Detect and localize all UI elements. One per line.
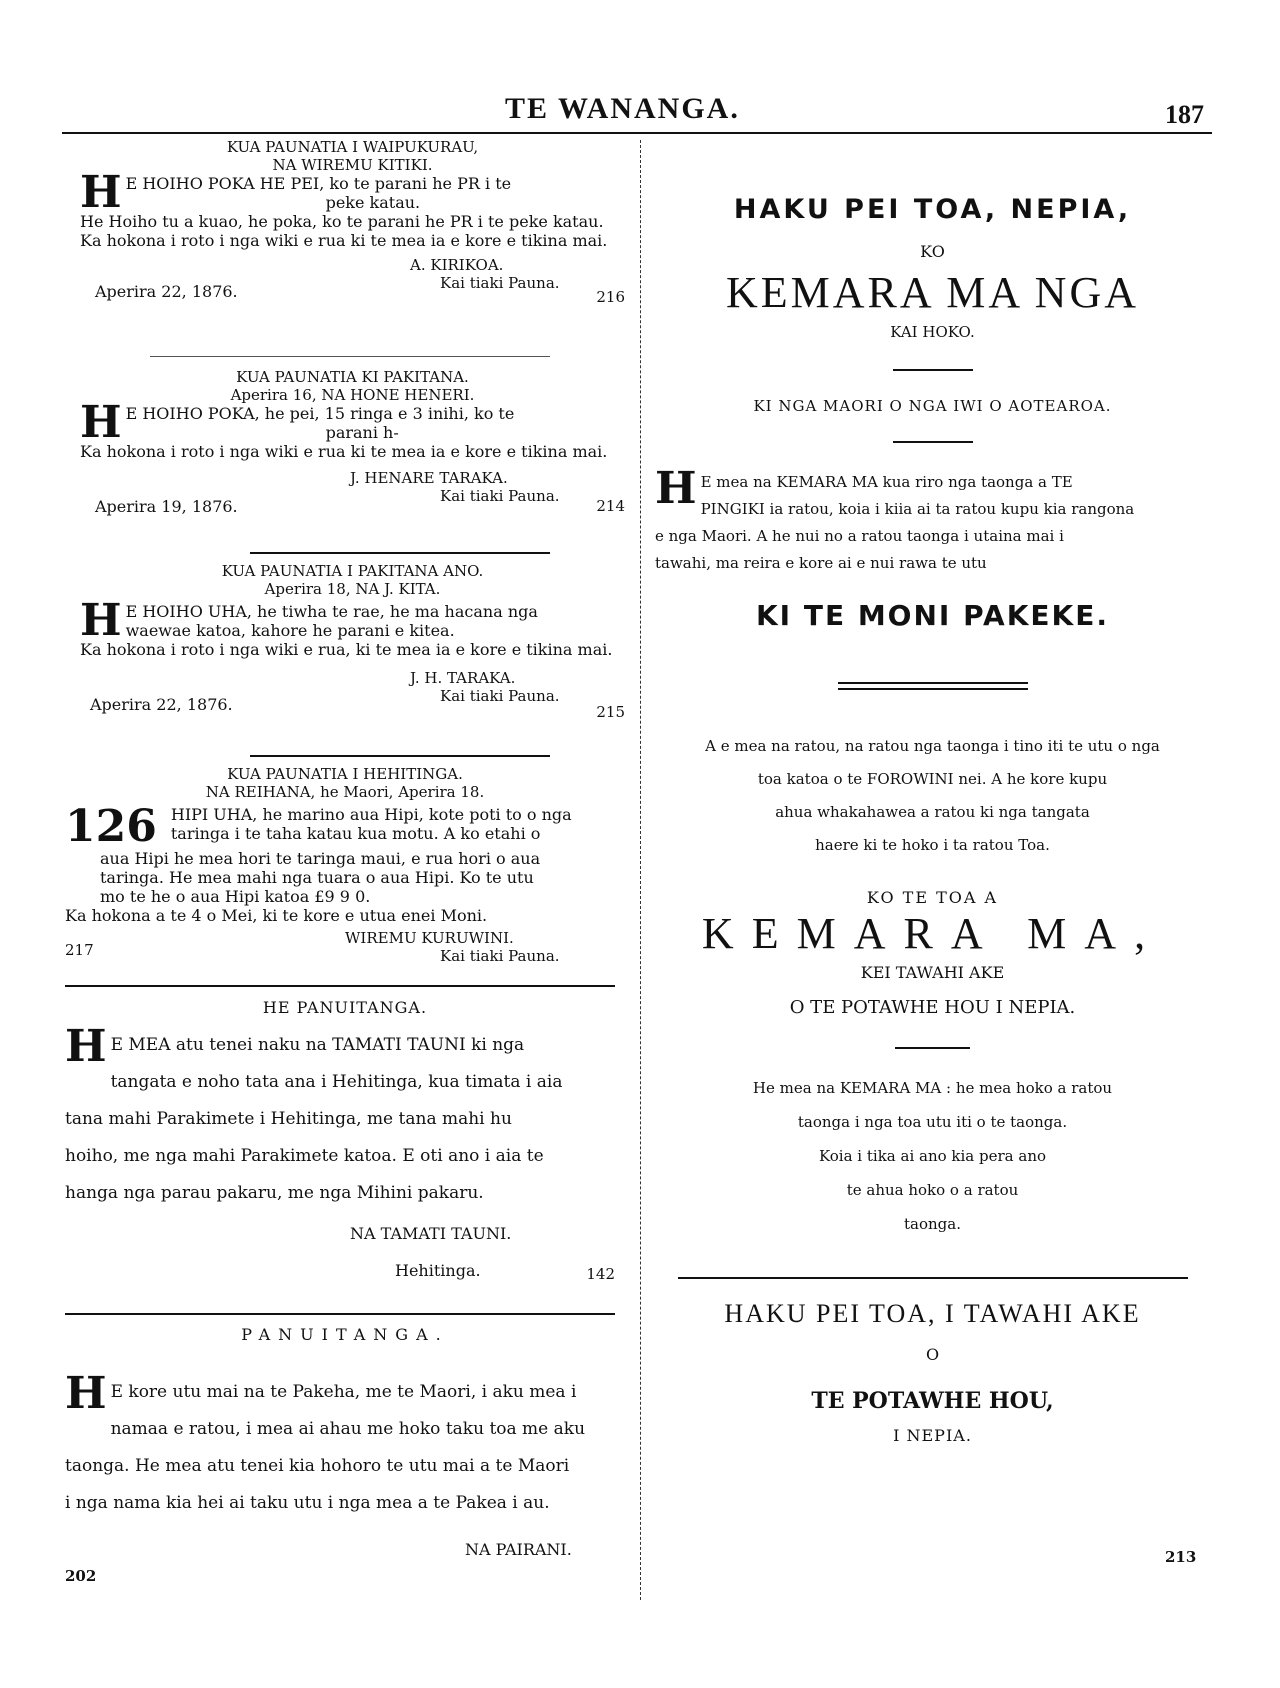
ad-line: Ka hokona i roto i nga wiki e rua ki te mea ia e kore e tikina mai. [80,231,608,250]
ad-byline: Aperira 16, NA HONE HENERI. [230,386,475,404]
ad-date: Aperira 22, 1876. [95,282,238,301]
ad-line: hanga nga parau pakaru, me nga Mihini pakaru. [65,1183,484,1203]
rule [893,369,973,371]
ad-line: waewae katoa, kahore he parani e kitea. [125,621,455,640]
drop-cap: H [65,1368,107,1419]
ad-waipukurau [80,138,625,312]
para-line: He mea na KEMARA MA : he mea hoko a ratou [752,1079,1113,1097]
ad-number: 202 [65,1567,97,1585]
ad-role: Kai tiaki Pauna. [440,487,560,505]
divider [250,552,550,554]
kemara-ma-nga: KEMARA MA NGA [725,268,1140,317]
para-line: toa katoa o te FOROWINI nei. A he kore kupu [757,770,1108,788]
ad-pakitana [80,368,625,525]
ad-pakitana-ano [80,562,625,725]
ad-line: E HOIHO UHA, he tiwha te rae, he ma hacana nga [125,602,538,621]
ad-signature: J. H. TARAKA. [410,669,516,687]
para-line: taonga. [904,1215,961,1233]
drop-cap: H [80,167,122,218]
ad-line: taonga. He mea atu tenei kia hohoro te utu mai a te Maori [65,1456,570,1476]
potawhe-line: O TE POTAWHE HOU I NEPIA. [789,997,1076,1018]
divider [65,1313,615,1315]
rule [893,441,973,443]
para-line: Koia i tika ai ano kia pera ano [818,1147,1047,1165]
ad-line: taringa. He mea mahi nga tuara o aua Hipi. Ko te utu [100,868,534,887]
ad-number: 214 [596,497,625,515]
ad-line: Ka hokona a te 4 o Mei, ki te kore e utua enei Moni. [65,906,488,925]
para-line: E mea na KEMARA MA kua riro nga taonga a TE [700,473,1073,491]
kai-hoko: KAI HOKO. [890,323,975,341]
ad-signature: NA PAIRANI. [465,1540,572,1559]
para-line: PINGIKI ia ratou, koia i kiia ai ta ratou kupu kia rangona [700,500,1135,518]
ad-signature: A. KIRIKOA. [410,256,504,274]
para-line: haere ki te hoko i ta ratou Toa. [815,836,1050,854]
ad-signature: NA TAMATI TAUNI. [350,1224,512,1243]
ad-line: aua Hipi he mea hori te taringa maui, e rua hori o aua [100,849,541,868]
kemara-ma: KEMARA MA, [701,909,1164,958]
ad-line: i nga nama kia hei ai taku utu i nga mea a te Pakea i au. [65,1493,550,1513]
ad-title: KUA PAUNATIA I HEHITINGA. [227,765,463,783]
ad-line: tana mahi Parakimete i Hehitinga, me tana mahi hu [65,1109,512,1129]
drop-cap: H [65,1021,107,1072]
headline: HAKU PEI TOA, NEPIA, [733,194,1132,225]
para-line: ahua whakahawea a ratou ki nga tangata [775,803,1090,821]
ad-panuitanga-pairani [65,1325,625,1585]
para-line: e nga Maori. A he nui no a ratou taonga i utaina mai i [655,527,1064,545]
ad-line: Ka hokona i roto i nga wiki e rua ki te mea ia e kore e tikina mai. [80,442,608,461]
right-advert [655,190,1210,1445]
divider [150,356,550,357]
ko-te-toa: KO TE TOA A [866,888,999,907]
drop-cap: H [655,463,697,514]
ad-hehitinga-hipi [65,765,625,967]
ad-line: E HOIHO POKA HE PEI, ko te parani he PR i te [125,174,512,193]
ad-line: namaa e ratou, i mea ai ahau me hoko taku toa me aku [110,1419,586,1439]
double-rule [838,682,1028,690]
ad-panuitanga-tauni [65,998,625,1283]
bottom-potawhe: TE POTAWHE HOU, [811,1388,1054,1414]
ad-role: Kai tiaki Pauna. [440,947,560,965]
ad-role: Kai tiaki Pauna. [440,687,560,705]
ad-title: HE PANUITANGA. [262,998,428,1017]
ad-byline: NA WIREMU KITIKI. [272,156,433,174]
ad-line: parani h- [325,423,399,442]
ad-signature: WIREMU KURUWINI. [345,929,514,947]
ad-signature: J. HENARE TARAKA. [350,469,508,487]
bottom-o: O [925,1345,940,1364]
ad-date: Aperira 22, 1876. [90,695,233,714]
address-line: KI NGA MAORI O NGA IWI O AOTEAROA. [753,397,1112,415]
rule [895,1047,970,1049]
ad-number: 217 [65,941,94,959]
ad-line: E MEA atu tenei naku na TAMATI TAUNI ki nga [110,1035,525,1055]
ad-number: 142 [586,1265,615,1283]
moni-heading: KI TE MONI PAKEKE. [755,599,1109,632]
right-ad-number: 213 [1165,1548,1197,1566]
para-line: taonga i nga toa utu iti o te taonga. [797,1113,1068,1131]
column-divider [640,140,641,1600]
ad-title: PANUITANGA. [241,1325,449,1344]
ko-label: KO [920,242,945,261]
para-line: te ahua hoko o a ratou [846,1181,1019,1199]
divider [250,755,550,757]
para-line: tawahi, ma reira e kore ai e nui rawa te utu [655,554,987,572]
ad-byline: Aperira 18, NA J. KITA. [264,580,441,598]
ad-line: E kore utu mai na te Pakeha, me te Maori, i aku mea i [110,1382,577,1402]
sheep-count: 126 [65,801,157,852]
page-number: 187 [1165,100,1204,129]
ad-line: He Hoiho tu a kuao, he poka, ko te parani he PR i te peke katau. [80,212,604,231]
drop-cap: H [80,595,122,646]
ad-line: mo te he o aua Hipi katoa £9 9 0. [100,887,371,906]
ad-title: KUA PAUNATIA I PAKITANA ANO. [221,562,484,580]
divider [65,985,615,987]
para-line: A e mea na ratou, na ratou nga taonga i tino iti te utu o nga [705,737,1160,755]
bottom-headline: HAKU PEI TOA, I TAWAHI AKE [724,1299,1141,1328]
kei-tawahi: KEI TAWAHI AKE [860,963,1005,982]
masthead: TE WANANGA. [505,92,740,125]
ad-line: E HOIHO POKA, he pei, 15 ringa e 3 inihi, ko te [125,404,515,423]
ad-number: 216 [596,288,625,306]
ad-line: peke katau. [325,193,421,212]
ad-line: HIPI UHA, he marino aua Hipi, kote poti to o nga [170,805,572,824]
header-rule [62,132,1212,134]
ad-line: taringa i te taha katau kua motu. A ko etahi o [170,824,541,843]
ad-line: hoiho, me nga mahi Parakimete katoa. E oti ano i aia te [65,1146,544,1166]
ad-line: tangata e noho tata ana i Hehitinga, kua timata i aia [110,1072,563,1092]
bottom-nepia: I NEPIA. [893,1426,972,1445]
ad-date: Aperira 19, 1876. [95,497,238,516]
ad-title: KUA PAUNATIA I WAIPUKURAU, [226,138,479,156]
ad-byline: NA REIHANA, he Maori, Aperira 18. [205,783,485,801]
ad-place: Hehitinga. [395,1261,481,1280]
ad-line: Ka hokona i roto i nga wiki e rua, ki te mea ia e kore e tikina mai. [80,640,613,659]
rule [678,1277,1188,1279]
ad-number: 215 [596,703,625,721]
ad-title: KUA PAUNATIA KI PAKITANA. [236,368,469,386]
ad-role: Kai tiaki Pauna. [440,274,560,292]
drop-cap: H [80,397,122,448]
